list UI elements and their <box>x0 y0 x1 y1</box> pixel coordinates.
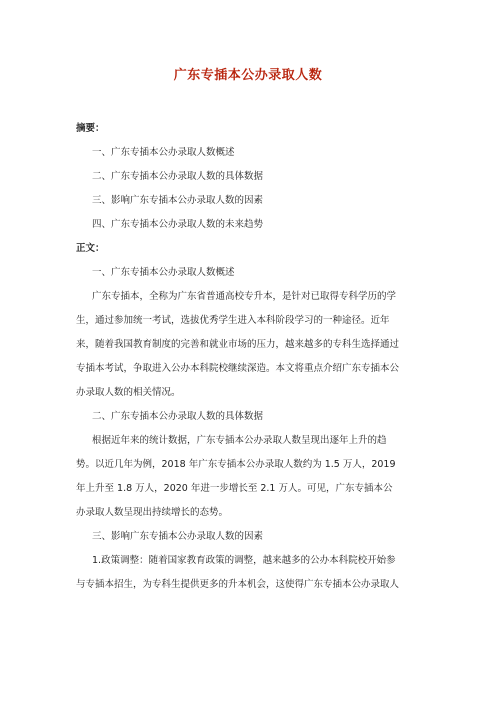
section-2-line: 根据近年来的统计数据，广东专插本公办录取人数呈现出逐年上升的趋 <box>92 435 387 446</box>
abstract-item-1: 一、广东专插本公办录取人数概述 <box>92 147 235 158</box>
abstract-item-2: 二、广东专插本公办录取人数的具体数据 <box>92 171 264 182</box>
section-2-line: 年上升至 1.8 万人，2020 年进一步增长至 2.1 万人。可见，广东专插本公 <box>76 483 393 494</box>
abstract-label: 摘要： <box>76 123 105 134</box>
abstract-item-4: 四、广东专插本公办录取人数的未来趋势 <box>92 219 264 230</box>
section-2-heading: 二、广东专插本公办录取人数的具体数据 <box>92 411 264 422</box>
section-1-line: 生，通过参加统一考试，选拔优秀学生进入本科阶段学习的一种途径。近年 <box>76 315 390 326</box>
section-3-line: 与专插本招生，为专科生提供更多的升本机会，这使得广东专插本公办录取人 <box>76 579 400 590</box>
section-1-heading: 一、广东专插本公办录取人数概述 <box>92 267 235 278</box>
section-2-line: 办录取人数呈现出持续增长的态势。 <box>76 507 229 518</box>
body-label: 正文： <box>76 243 105 254</box>
section-3-heading: 三、影响广东专插本公办录取人数的因素 <box>92 531 264 542</box>
section-2-line: 势。以近几年为例，2018 年广东专插本公办录取人数约为 1.5 万人，2019 <box>76 459 396 470</box>
section-1-line: 来，随着我国教育制度的完善和就业市场的压力，越来越多的专科生选择通过 <box>76 339 400 350</box>
section-1-line: 广东专插本，全称为广东省普通高校专升本，是针对已取得专科学历的学 <box>92 291 397 302</box>
section-1-line: 办录取人数的相关情况。 <box>76 387 181 398</box>
document-title: 广东专插本公办录取人数 <box>173 68 323 83</box>
abstract-item-3: 三、影响广东专插本公办录取人数的因素 <box>92 195 264 206</box>
section-3-line: 1.政策调整：随着国家教育政策的调整，越来越多的公办本科院校开始参 <box>92 555 396 566</box>
section-1-line: 专插本考试，争取进入公办本科院校继续深造。本文将重点介绍广东专插本公 <box>76 363 400 374</box>
